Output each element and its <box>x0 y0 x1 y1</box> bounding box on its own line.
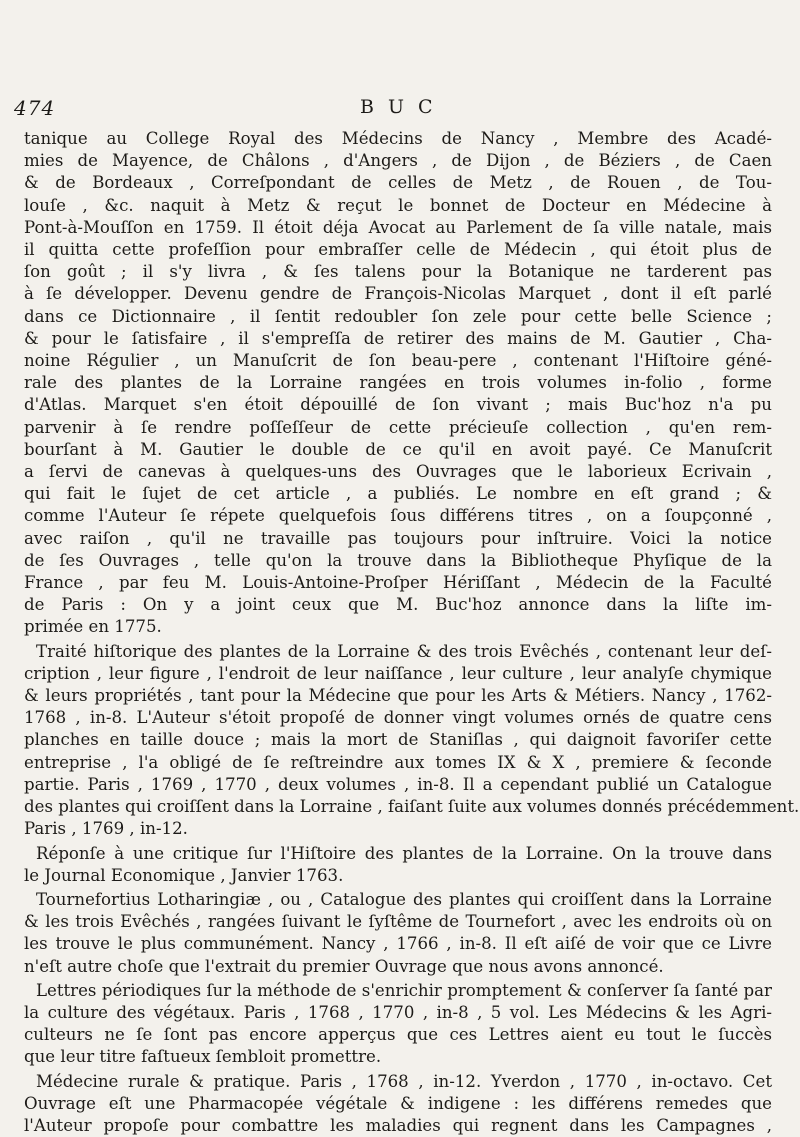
text-line: Pont-à-Mouſſon en 1759. Il étoit déja Avocat au Parlement de ſa ville natale, mais <box>24 217 772 237</box>
bibliography-entry <box>24 889 772 978</box>
text-line: noine Régulier , un Manuſcrit de ſon beau-pere , contenant l'Hiſtoire géné- <box>24 351 772 371</box>
bibliography-entry <box>24 1071 772 1137</box>
text-line: le Journal Economique , Janvier 1763. <box>24 865 344 885</box>
text-line: Médecine rurale & pratique. Paris , 1768 , in-12. Yverdon , 1770 , in-octavo. Cet <box>36 1071 772 1091</box>
text-line: France , par feu M. Louis-Antoine-Proſper Hériſſant , Médecin de la Faculté <box>24 573 772 593</box>
page-header <box>0 96 800 120</box>
text-line: à ſe développer. Devenu gendre de François-Nicolas Marquet , dont il eſt parlé <box>24 284 772 304</box>
text-line: primée en 1775. <box>24 617 162 637</box>
bibliography-entry <box>24 843 772 887</box>
text-line: que leur titre faſtueux ſembloit promettre. <box>24 1047 382 1067</box>
text-line: louſe , &c. naquit à Metz & reçut le bonnet de Docteur en Médecine à <box>24 195 772 215</box>
text-line: culteurs ne ſe ſont pas encore apperçus que ces Lettres aient eu tout le ſuccès <box>24 1025 772 1045</box>
text-line: partie. Paris , 1769 , 1770 , deux volumes , in-8. Il a cependant publié un Catalogue <box>24 774 772 794</box>
text-line: les trouve le plus communément. Nancy , 1766 , in-8. Il eſt aiſé de voir que ce Livre <box>24 934 772 954</box>
text-line: planches en taille douce ; mais la mort de Staniſlas , qui daignoit favoriſer cette <box>24 730 772 750</box>
text-line: ſon goût ; il s'y livra , & ſes talens pour la Botanique ne tarderent pas <box>24 262 772 282</box>
text-line: 1768 , in-8. L'Auteur s'étoit propoſé de donner vingt volumes ornés de quatre cens <box>24 708 772 728</box>
text-line: n'eſt autre choſe que l'extrait du premier Ouvrage que nous avons annoncé. <box>24 956 664 976</box>
running-head: BUC <box>360 96 447 118</box>
text-line: Ouvrage eſt une Pharmacopée végétale & indigene : les différens remedes que <box>24 1093 772 1113</box>
text-line: de Paris : On y a joint ceux que M. Buc'hoz annonce dans la liſte im- <box>24 595 772 615</box>
text-line: rale des plantes de la Lorraine rangées en trois volumes in-folio , forme <box>24 373 772 393</box>
text-line: d'Atlas. Marquet s'en étoit dépouillé de ſon vivant ; mais Buc'hoz n'a pu <box>24 395 772 415</box>
text-line: a ſervi de canevas à quelques-uns des Ouvrages que le laborieux Ecrivain , <box>24 462 772 482</box>
page-number: 474 <box>14 96 56 120</box>
text-line: & leurs propriétés , tant pour la Médecine que pour les Arts & Métiers. Nancy , 1762- <box>24 686 772 706</box>
text-line: il quitta cette profeſſion pour embraſſer celle de Médecin , qui étoit plus de <box>24 240 772 260</box>
text-line: entreprise , l'a obligé de ſe reſtreindre aux tomes IX & X , premiere & ſeconde <box>24 752 772 772</box>
text-line: dans ce Dictionnaire , il ſentit redoubler ſon zele pour cette belle Science ; <box>24 306 772 326</box>
text-line: cription , leur figure , l'endroit de leur naiſſance , leur culture , leur analyſe chymique <box>24 663 772 683</box>
body-text <box>24 128 800 1137</box>
text-line: tanique au College Royal des Médecins de Nancy , Membre des Acadé- <box>24 129 772 148</box>
text-line: & pour le ſatisfaire , il s'empreſſa de retirer des mains de M. Gautier , Cha- <box>24 328 772 348</box>
text-line: la culture des végétaux. Paris , 1768 , 1770 , in-8 , 5 vol. Les Médecins & les Agri- <box>24 1002 772 1022</box>
text-line: Tournefortius Lotharingiæ , ou , Catalogue des plantes qui croiſſent dans la Lorraine <box>36 889 772 909</box>
text-line: bourſant à M. Gautier le double de ce qu'il en avoit payé. Ce Manuſcrit <box>24 439 772 459</box>
bibliography-entry <box>24 980 772 1069</box>
intro-paragraph <box>24 128 772 639</box>
text-line: parvenir à ſe rendre poſſeſſeur de cette précieuſe collection , qu'en rem- <box>24 417 772 437</box>
text-line: mies de Mayence, de Châlons , d'Angers , de Dijon , de Béziers , de Caen <box>24 151 772 171</box>
text-line: comme l'Auteur ſe répete quelquefois ſous différens titres , on a ſoupçonné , <box>24 506 772 526</box>
text-line: avec raiſon , qu'il ne travaille pas toujours pour inſtruire. Voici la notice <box>24 528 772 548</box>
text-line: des plantes qui croiſſent dans la Lorraine , faiſant ſuite aux volumes donnés précédemment. <box>24 797 800 817</box>
text-line: qui fait le ſujet de cet article , a publiés. Le nombre en eſt grand ; & <box>24 484 772 504</box>
bibliography-entry <box>24 641 800 841</box>
text-line: Traité hiſtorique des plantes de la Lorraine & des trois Evêchés , contenant leur deſ- <box>36 641 772 661</box>
text-line: & de Bordeaux , Correſpondant de celles de Metz , de Rouen , de Tou- <box>24 173 772 193</box>
text-line: l'Auteur propoſe pour combattre les maladies qui regnent dans les Campagnes , <box>24 1115 772 1135</box>
text-line: Paris , 1769 , in-12. <box>24 819 188 839</box>
text-line: & les trois Evêchés , rangées ſuivant le ſyſtême de Tournefort , avec les endroits où on <box>24 912 772 932</box>
text-line: Réponſe à une critique ſur l'Hiſtoire des plantes de la Lorraine. On la trouve dans <box>36 843 772 863</box>
text-line: Lettres périodiques ſur la méthode de s'enrichir promptement & conſerver ſa ſanté par <box>36 980 772 1000</box>
text-line: de ſes Ouvrages , telle qu'on la trouve dans la Bibliotheque Phyſique de la <box>24 550 772 570</box>
